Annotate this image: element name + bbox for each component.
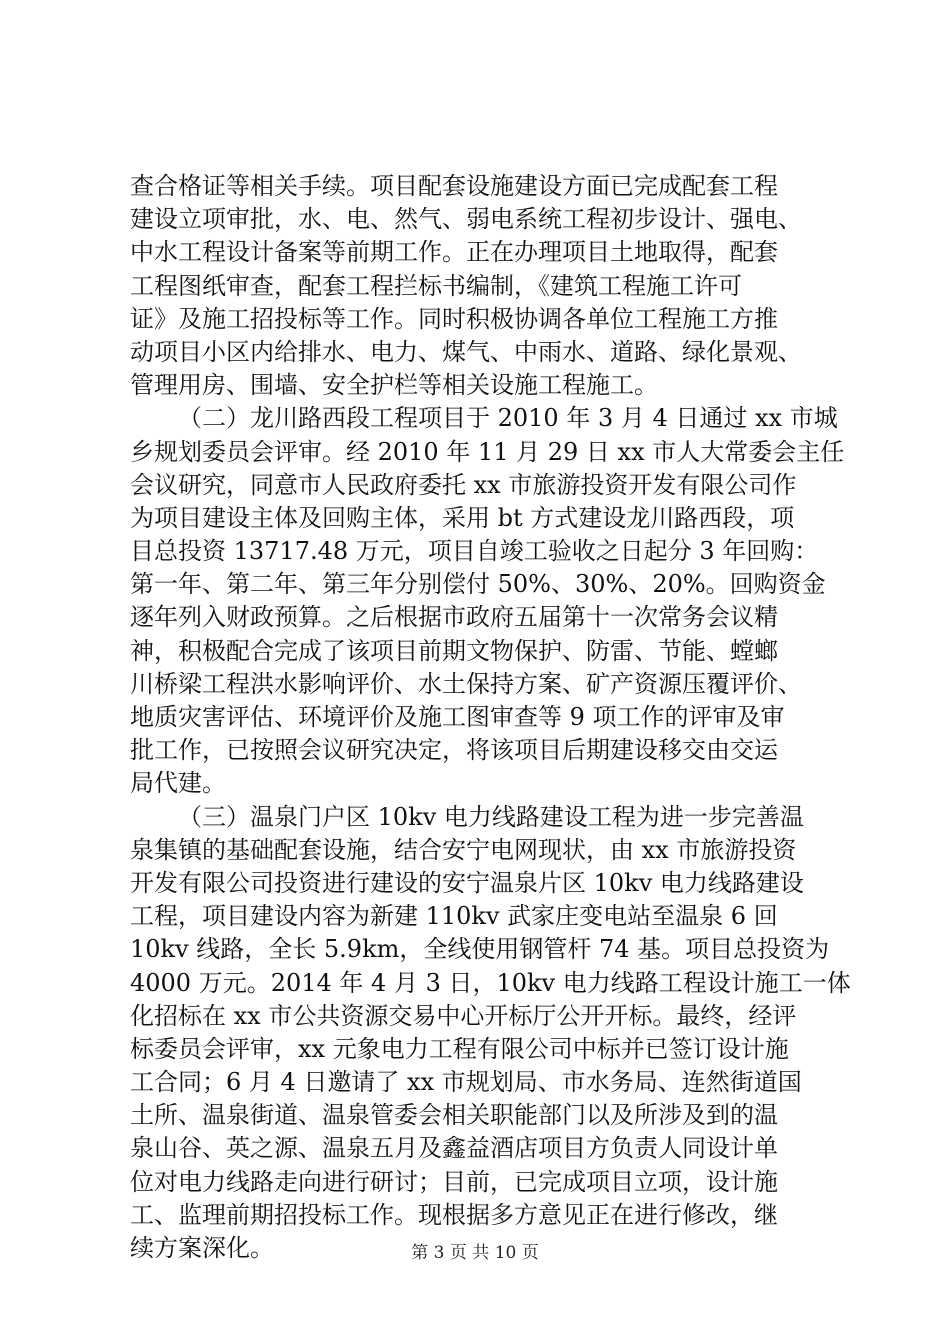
text-line: 续方案深化。 (130, 1234, 274, 1262)
text-line: 工程，项目建设内容为新建 110kv 武家庄变电站至温泉 6 回 (130, 902, 778, 931)
text-line: 土所、温泉街道、温泉管委会相关职能部门以及所涉及到的温 (130, 1101, 778, 1130)
text-line: 局代建。 (130, 769, 226, 798)
text-line: 标委员会评审，xx 元象电力工程有限公司中标并已签订设计施 (130, 1034, 789, 1063)
text-line: 泉集镇的基础配套设施，结合安宁电网现状，由 xx 市旅游投资 (130, 835, 797, 864)
text-line: 建设立项审批，水、电、然气、弱电系统工程初步设计、强电、 (130, 205, 802, 234)
text-line: 泉山谷、英之源、温泉五月及鑫益酒店项目方负责人同设计单 (130, 1134, 778, 1163)
text-line: 10kv 线路，全长 5.9km，全线使用钢管杆 74 基。项目总投资为 (130, 935, 830, 964)
text-line: 神，积极配合完成了该项目前期文物保护、防雷、节能、螳螂 (130, 636, 778, 665)
text-line: （二）龙川路西段工程项目于 2010 年 3 月 4 日通过 xx 市城 (178, 404, 838, 433)
text-line: 批工作，已按照会议研究决定，将该项目后期建设移交由交运 (130, 736, 778, 765)
text-line: 化招标在 xx 市公共资源交易中心开标厅公开开标。最终，经评 (130, 1001, 797, 1030)
text-line: 工合同；6 月 4 日邀请了 xx 市规划局、市水务局、连然街道国 (130, 1068, 802, 1097)
text-line: 会议研究，同意市人民政府委托 xx 市旅游投资开发有限公司作 (130, 470, 797, 499)
text-line: 乡规划委员会评审。经 2010 年 11 月 29 日 xx 市人大常委会主任 (130, 437, 845, 466)
text-line: 为项目建设主体及回购主体，采用 bt 方式建设龙川路西段，项 (130, 503, 795, 532)
text-line: 开发有限公司投资进行建设的安宁温泉片区 10kv 电力线路建设 (130, 868, 804, 897)
text-line: （三）温泉门户区 10kv 电力线路建设工程为进一步完善温 (178, 802, 804, 831)
text-line: 川桥梁工程洪水影响评价、水土保持方案、矿产资源压覆评价、 (130, 669, 802, 698)
text-line: 工、监理前期招投标工作。现根据多方意见正在进行修改，继 (130, 1200, 778, 1229)
text-line: 4000 万元。2014 年 4 月 3 日，10kv 电力线路工程设计施工一体 (130, 968, 851, 997)
text-line: 工程图纸审查，配套工程拦标书编制，《建筑工程施工许可 (130, 271, 742, 300)
text-line: 逐年列入财政预算。之后根据市政府五届第十一次常务会议精 (130, 603, 778, 632)
text-line: 目总投资 13717.48 万元，项目自竣工验收之日起分 3 年回购： (130, 537, 819, 566)
text-line: 位对电力线路走向进行研讨；目前，已完成项目立项，设计施 (130, 1167, 778, 1196)
text-line: 动项目小区内给排水、电力、煤气、中雨水、道路、绿化景观、 (130, 337, 802, 366)
text-line: 证》及施工招投标等工作。同时积极协调各单位工程施工方推 (130, 304, 778, 333)
text-line: 查合格证等相关手续。项目配套设施建设方面已完成配套工程 (130, 172, 778, 200)
text-line: 管理用房、围墙、安全护栏等相关设施工程施工。 (130, 371, 658, 400)
document-body (130, 170, 850, 1265)
text-line: 中水工程设计备案等前期工作。正在办理项目土地取得，配套 (130, 238, 778, 267)
text-line: 地质灾害评估、环境评价及施工图审查等 9 项工作的评审及审 (130, 703, 785, 731)
text-line: 第一年、第二年、第三年分别偿付 50%、30%、20%。回购资金 (130, 570, 826, 599)
page-footer: 第 3 页 共 10 页 (411, 1243, 539, 1263)
